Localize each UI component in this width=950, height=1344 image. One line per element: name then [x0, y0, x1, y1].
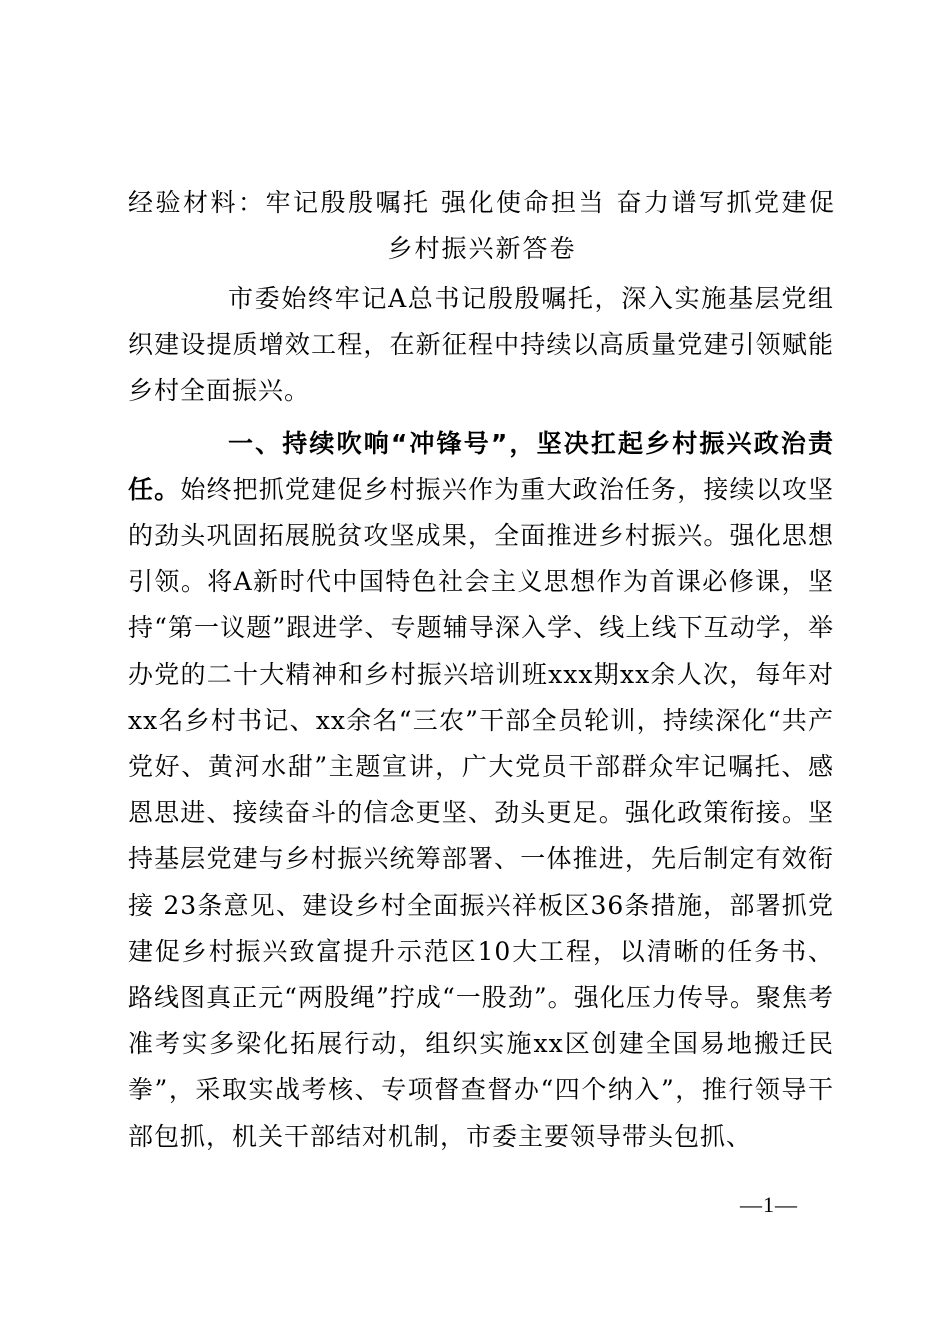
intro-paragraph: 市委始终牢记A总书记殷殷嘱托，深入实施基层党组织建设提质增效工程，在新征程中持续以高质量党建引领赋能乡村全面振兴。	[128, 284, 834, 406]
section1-paragraph	[128, 421, 834, 1160]
section1-heading: 一、持续吹响“冲锋号”，坚决扛起乡村振兴政治责任。	[128, 428, 834, 504]
page-number: —1—	[740, 1192, 798, 1217]
section1-body: 始终把抓党建促乡村振兴作为重大政治任务，接续以攻坚的劲头巩固拓展脱贫攻坚成果，全面推进乡村振兴。强化思想引领。将A新时代中国特色社会主义思想作为首课必修课，坚持“第一议题”跟进学、专题辅导深入学、线上线下互动学，举办党的二十大精神和乡村振兴培训班xxx期xx余人次，每年对 xx名乡村书记、xx余名“三农”干部全员轮训，持续深化“共产党好、黄河水甜”主题宣讲，广大党员干部群众牢记嘱托、感恩思进、接续奋斗的信念更坚、劲头更足。强化政策衔接。坚持基层党建与乡村振兴统筹部署、一体推进，先后制定有效衔接 23条意见、建设乡村全面振兴祥板区36条措施，部署抓党建促乡村振兴致富提升示范区10大工程，以清晰的任务书、路线图真正元“两股绳”拧成“一股劲”。强化压力传导。聚焦考准考实多梁化拓展行动，组织实施xx区创建全国易地搬迁民拳”，采取实战考核、专项督查督办“四个纳入”，推行领导干部包抓，机关干部结对机制，市委主要领导带头包抓、	[128, 474, 834, 1151]
document-body	[128, 276, 834, 1160]
document-title: 经验材料：牢记殷殷嘱托 强化使命担当 奋力谱写抓党建促乡村振兴新答卷	[128, 188, 836, 263]
